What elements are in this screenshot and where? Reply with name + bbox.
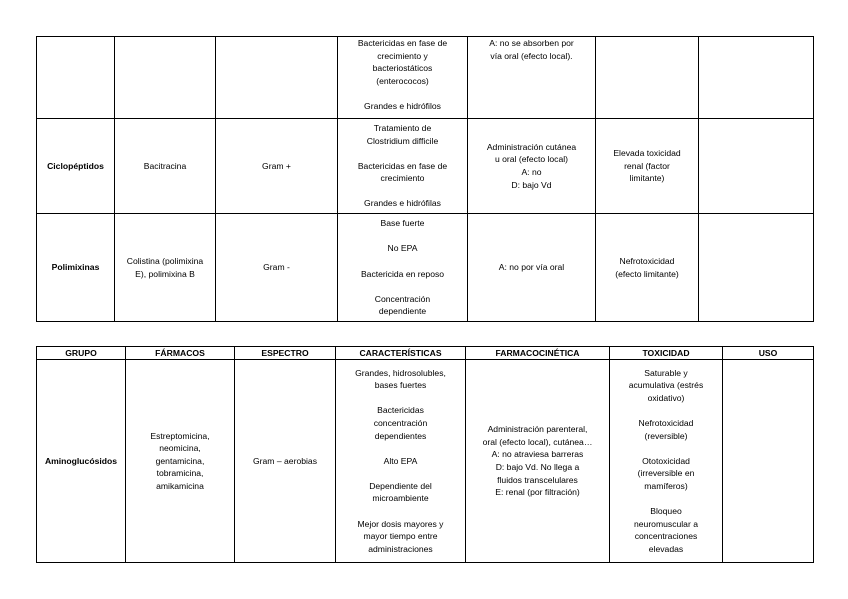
characteristics-cell: Bactericidas en fase de crecimiento y bacteriostáticos (enterococos) Grandes e hidrófilos [338, 37, 468, 119]
table-row [37, 214, 814, 322]
table-row [37, 37, 814, 119]
use-cell [699, 37, 814, 119]
drugs-cell: Colistina (polimixina E), polimixina B [115, 214, 216, 322]
drugs-cell: Estreptomicina, neomicina, gentamicina, tobramicina, amikamicina [126, 360, 235, 563]
characteristics-cell: Grandes, hidrosolubles, bases fuertes Bactericidas concentración dependientes Alto EPA Dependiente del microambiente Mejor dosis mayores y mayor tiempo entre administraciones [336, 360, 466, 563]
toxicity-cell [596, 37, 699, 119]
toxicity-cell: Nefrotoxicidad (efecto limitante) [596, 214, 699, 322]
characteristics-cell: Tratamiento de Clostridium difficile Bactericidas en fase de crecimiento Grandes e hidrófilas [338, 119, 468, 214]
group-cell: Ciclopéptidos [37, 119, 115, 214]
header-toxicity: TOXICIDAD [610, 347, 723, 360]
spectrum-cell: Gram + [216, 119, 338, 214]
pharmacokinetics-cell: Administración parenteral, oral (efecto local), cutánea… A: no atraviesa barreras D: bajo Vd. No llega a fluidos transcelulares E: renal (por filtración) [466, 360, 610, 563]
header-drugs: FÁRMACOS [126, 347, 235, 360]
spectrum-cell: Gram - [216, 214, 338, 322]
table-row [37, 119, 814, 214]
header-group: GRUPO [37, 347, 126, 360]
table-header-row [37, 347, 814, 360]
pharmacokinetics-cell: Administración cutánea u oral (efecto local) A: no D: bajo Vd [468, 119, 596, 214]
pharmacokinetics-cell: A: no por vía oral [468, 214, 596, 322]
aminoglycosides-table [36, 346, 814, 563]
antibiotics-table-continued [36, 36, 814, 322]
header-spectrum: ESPECTRO [235, 347, 336, 360]
use-cell [699, 119, 814, 214]
use-cell [723, 360, 814, 563]
drugs-cell [115, 37, 216, 119]
header-pharmacokinetics: FARMACOCINÉTICA [466, 347, 610, 360]
group-cell [37, 37, 115, 119]
table-row [37, 360, 814, 563]
use-cell [699, 214, 814, 322]
toxicity-cell: Elevada toxicidad renal (factor limitante) [596, 119, 699, 214]
group-cell: Aminoglucósidos [37, 360, 126, 563]
header-use: USO [723, 347, 814, 360]
header-characteristics: CARACTERÍSTICAS [336, 347, 466, 360]
group-cell: Polimixinas [37, 214, 115, 322]
drugs-cell: Bacitracina [115, 119, 216, 214]
toxicity-cell: Saturable y acumulativa (estrés oxidativo) Nefrotoxicidad (reversible) Ototoxicidad (irreversible en mamíferos) Bloqueo neuromuscular a concentraciones elevadas [610, 360, 723, 563]
spectrum-cell [216, 37, 338, 119]
pharmacokinetics-cell: A: no se absorben por vía oral (efecto local). [468, 37, 596, 119]
spectrum-cell: Gram – aerobias [235, 360, 336, 563]
characteristics-cell: Base fuerte No EPA Bactericida en reposo Concentración dependiente [338, 214, 468, 322]
